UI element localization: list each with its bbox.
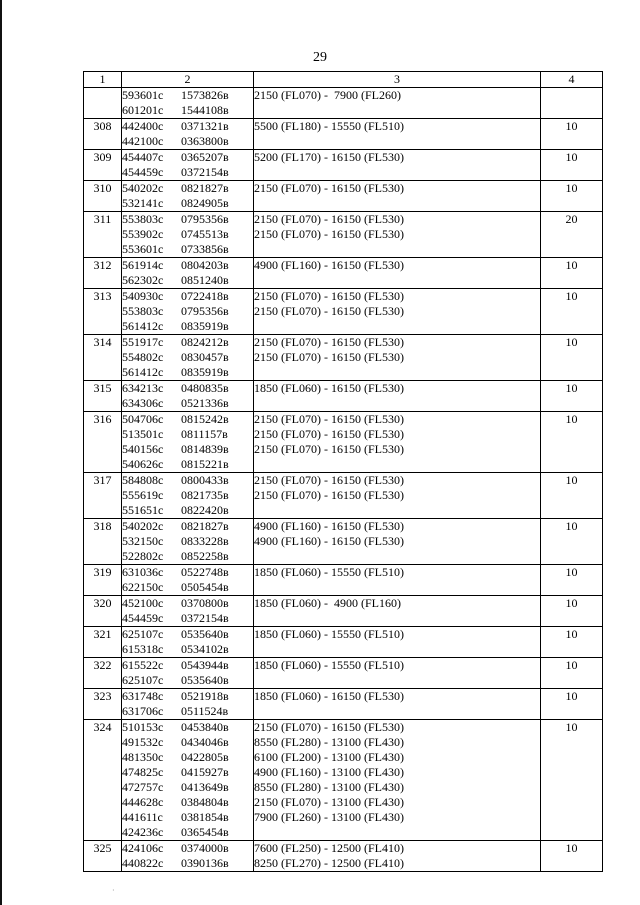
latitude-code: 631706с bbox=[122, 704, 164, 718]
latitude-code: 554802с bbox=[122, 350, 164, 364]
row-number: 314 bbox=[84, 335, 122, 381]
altitude-range-cell bbox=[254, 258, 541, 289]
latitude-code: 634306с bbox=[122, 396, 164, 410]
latitude-code: 625107с bbox=[122, 627, 164, 641]
coordinate-pair bbox=[122, 780, 253, 795]
longitude-code: 0815221в bbox=[181, 457, 229, 471]
coordinate-pair bbox=[122, 457, 253, 472]
longitude-code: 0833228в bbox=[181, 534, 229, 548]
row-number: 325 bbox=[84, 841, 122, 872]
altitude-range: 1850 (FL060) - 15550 (FL510) bbox=[254, 627, 404, 641]
altitude-range-cell bbox=[254, 689, 541, 720]
longitude-code: 0835919в bbox=[181, 365, 229, 379]
coordinates-cell bbox=[122, 473, 254, 519]
coordinate-pair bbox=[122, 473, 253, 488]
coordinates-cell bbox=[122, 519, 254, 565]
coordinate-pair bbox=[122, 289, 253, 304]
longitude-code: 0722418в bbox=[181, 289, 229, 303]
longitude-code: 0365454в bbox=[181, 825, 229, 839]
longitude-code: 0480835в bbox=[181, 381, 229, 395]
coordinate-pair bbox=[122, 396, 253, 411]
altitude-range: 1850 (FL060) - 16150 (FL530) bbox=[254, 381, 404, 395]
table-row bbox=[84, 258, 603, 289]
coordinate-pair bbox=[122, 720, 253, 735]
latitude-code: 553803с bbox=[122, 212, 164, 226]
altitude-range: 2150 (FL070) - 16150 (FL530) bbox=[254, 181, 404, 195]
longitude-code: 0821827в bbox=[181, 181, 229, 195]
longitude-code: 0384804в bbox=[181, 795, 229, 809]
coordinate-pair bbox=[122, 165, 253, 180]
width-value: 10 bbox=[541, 689, 603, 720]
table-row bbox=[84, 381, 603, 412]
coordinates-table bbox=[83, 71, 603, 872]
altitude-range: 2150 (FL070) - 16150 (FL530) bbox=[254, 335, 404, 349]
longitude-code: 0381854в bbox=[181, 810, 229, 824]
table-row bbox=[84, 565, 603, 596]
longitude-code: 1544108в bbox=[181, 103, 229, 117]
coordinate-pair bbox=[122, 242, 253, 257]
coordinate-pair bbox=[122, 488, 253, 503]
width-value: 10 bbox=[541, 335, 603, 381]
longitude-code: 0535640в bbox=[181, 627, 229, 641]
latitude-code: 551917с bbox=[122, 335, 164, 349]
longitude-code: 0371321в bbox=[181, 119, 229, 133]
coordinate-pair bbox=[122, 412, 253, 427]
altitude-range-cell bbox=[254, 841, 541, 872]
longitude-code: 0363800в bbox=[181, 134, 229, 148]
width-value: 10 bbox=[541, 289, 603, 335]
width-value: 20 bbox=[541, 212, 603, 258]
latitude-code: 551651с bbox=[122, 503, 164, 517]
latitude-code: 522802с bbox=[122, 549, 164, 563]
altitude-range-cell bbox=[254, 289, 541, 335]
longitude-code: 0800433в bbox=[181, 473, 229, 487]
latitude-code: 472757с bbox=[122, 780, 164, 794]
coordinate-pair bbox=[122, 196, 253, 211]
longitude-code: 0830457в bbox=[181, 350, 229, 364]
altitude-range: 4900 (FL160) - 16150 (FL530) bbox=[254, 519, 404, 533]
coordinates-cell bbox=[122, 181, 254, 212]
coordinate-pair bbox=[122, 350, 253, 365]
altitude-range: 2150 (FL070) - 16150 (FL530) bbox=[254, 289, 404, 303]
coordinates-cell bbox=[122, 258, 254, 289]
coordinate-pair bbox=[122, 150, 253, 165]
latitude-code: 631748с bbox=[122, 689, 164, 703]
coordinate-pair bbox=[122, 258, 253, 273]
latitude-code: 424236с bbox=[122, 825, 164, 839]
row-number bbox=[84, 88, 122, 119]
longitude-code: 1573826в bbox=[181, 88, 229, 102]
width-value: 10 bbox=[541, 150, 603, 181]
latitude-code: 561412с bbox=[122, 319, 164, 333]
coordinate-pair bbox=[122, 735, 253, 750]
altitude-range: 4900 (FL160) - 16150 (FL530) bbox=[254, 534, 404, 548]
row-number: 321 bbox=[84, 627, 122, 658]
coordinates-cell bbox=[122, 289, 254, 335]
coordinate-pair bbox=[122, 519, 253, 534]
coordinate-pair bbox=[122, 704, 253, 719]
altitude-range-cell bbox=[254, 596, 541, 627]
row-number: 315 bbox=[84, 381, 122, 412]
longitude-code: 0415927в bbox=[181, 765, 229, 779]
coordinate-pair bbox=[122, 841, 253, 856]
latitude-code: 540202с bbox=[122, 181, 164, 195]
latitude-code: 532141с bbox=[122, 196, 164, 210]
altitude-range: 2150 (FL070) - 13100 (FL430) bbox=[254, 795, 404, 809]
table-row bbox=[84, 841, 603, 872]
altitude-range: 2150 (FL070) - 16150 (FL530) bbox=[254, 350, 404, 364]
latitude-code: 424106с bbox=[122, 841, 164, 855]
latitude-code: 540156с bbox=[122, 442, 164, 456]
altitude-range-cell bbox=[254, 381, 541, 412]
latitude-code: 441611с bbox=[122, 810, 163, 824]
latitude-code: 555619с bbox=[122, 488, 164, 502]
coordinate-pair bbox=[122, 658, 253, 673]
width-value: 10 bbox=[541, 627, 603, 658]
latitude-code: 491532с bbox=[122, 735, 164, 749]
coordinate-pair bbox=[122, 304, 253, 319]
table-body bbox=[84, 88, 603, 872]
coordinate-pair bbox=[122, 427, 253, 442]
altitude-range: 2150 (FL070) - 16150 (FL530) bbox=[254, 227, 404, 241]
longitude-code: 0413649в bbox=[181, 780, 229, 794]
coordinate-pair bbox=[122, 227, 253, 242]
longitude-code: 0795356в bbox=[181, 304, 229, 318]
width-value: 10 bbox=[541, 720, 603, 841]
table-row bbox=[84, 335, 603, 381]
latitude-code: 540202с bbox=[122, 519, 164, 533]
latitude-code: 562302с bbox=[122, 273, 164, 287]
latitude-code: 561914с bbox=[122, 258, 164, 272]
coordinates-cell bbox=[122, 150, 254, 181]
altitude-range: 8550 (FL280) - 13100 (FL430) bbox=[254, 735, 404, 749]
altitude-range: 2150 (FL070) - 16150 (FL530) bbox=[254, 488, 404, 502]
coordinates-cell bbox=[122, 596, 254, 627]
longitude-code: 0822420в bbox=[181, 503, 229, 517]
coordinates-cell bbox=[122, 381, 254, 412]
coordinate-pair bbox=[122, 503, 253, 518]
coordinate-pair bbox=[122, 580, 253, 595]
row-number: 317 bbox=[84, 473, 122, 519]
altitude-range-cell bbox=[254, 412, 541, 473]
altitude-range: 7600 (FL250) - 12500 (FL410) bbox=[254, 841, 404, 855]
latitude-code: 631036с bbox=[122, 565, 164, 579]
width-value: 10 bbox=[541, 181, 603, 212]
coordinate-pair bbox=[122, 365, 253, 380]
altitude-range-cell bbox=[254, 181, 541, 212]
altitude-range-cell bbox=[254, 212, 541, 258]
table-row bbox=[84, 720, 603, 841]
coordinate-pair bbox=[122, 565, 253, 580]
latitude-code: 540626с bbox=[122, 457, 164, 471]
width-value: 10 bbox=[541, 841, 603, 872]
longitude-code: 0733856в bbox=[181, 242, 229, 256]
longitude-code: 0370800в bbox=[181, 596, 229, 610]
column-header-3: 3 bbox=[254, 72, 541, 88]
latitude-code: 444628с bbox=[122, 795, 164, 809]
coordinate-pair bbox=[122, 88, 253, 103]
latitude-code: 452100с bbox=[122, 596, 164, 610]
latitude-code: 442100с bbox=[122, 134, 164, 148]
table-row bbox=[84, 596, 603, 627]
longitude-code: 0372154в bbox=[181, 165, 229, 179]
coordinate-pair bbox=[122, 181, 253, 196]
latitude-code: 513501с bbox=[122, 427, 164, 441]
width-value: 10 bbox=[541, 565, 603, 596]
latitude-code: 584808с bbox=[122, 473, 164, 487]
altitude-range-cell bbox=[254, 565, 541, 596]
longitude-code: 0521918в bbox=[181, 689, 229, 703]
table-row bbox=[84, 412, 603, 473]
altitude-range: 2150 (FL070) - 7900 (FL260) bbox=[254, 88, 401, 102]
altitude-range: 2150 (FL070) - 16150 (FL530) bbox=[254, 212, 404, 226]
longitude-code: 0814839в bbox=[181, 442, 229, 456]
coordinate-pair bbox=[122, 134, 253, 149]
longitude-code: 0745513в bbox=[181, 227, 229, 241]
coordinate-pair bbox=[122, 627, 253, 642]
longitude-code: 0811157в bbox=[181, 427, 228, 441]
coordinates-cell bbox=[122, 212, 254, 258]
latitude-code: 561412с bbox=[122, 365, 164, 379]
coordinates-cell bbox=[122, 841, 254, 872]
longitude-code: 0505454в bbox=[181, 580, 229, 594]
width-value: 10 bbox=[541, 412, 603, 473]
longitude-code: 0511524в bbox=[181, 704, 229, 718]
row-number: 312 bbox=[84, 258, 122, 289]
altitude-range: 1850 (FL060) - 4900 (FL160) bbox=[254, 596, 401, 610]
longitude-code: 0522748в bbox=[181, 565, 229, 579]
altitude-range: 5500 (FL180) - 15550 (FL510) bbox=[254, 119, 404, 133]
page-number: 29 bbox=[313, 50, 327, 65]
coordinates-cell bbox=[122, 335, 254, 381]
latitude-code: 540930с bbox=[122, 289, 164, 303]
row-number: 311 bbox=[84, 212, 122, 258]
longitude-code: 0852258в bbox=[181, 549, 229, 563]
latitude-code: 504706с bbox=[122, 412, 164, 426]
table-row bbox=[84, 212, 603, 258]
longitude-code: 0543944в bbox=[181, 658, 229, 672]
longitude-code: 0372154в bbox=[181, 611, 229, 625]
coordinate-pair bbox=[122, 381, 253, 396]
altitude-range-cell bbox=[254, 519, 541, 565]
row-number: 316 bbox=[84, 412, 122, 473]
table-row bbox=[84, 627, 603, 658]
coordinates-cell bbox=[122, 689, 254, 720]
coordinate-pair bbox=[122, 611, 253, 626]
longitude-code: 0365207в bbox=[181, 150, 229, 164]
footer-mark: · bbox=[112, 886, 115, 895]
altitude-range-cell bbox=[254, 720, 541, 841]
altitude-range: 6100 (FL200) - 13100 (FL430) bbox=[254, 750, 404, 764]
altitude-range-cell bbox=[254, 335, 541, 381]
latitude-code: 593601с bbox=[122, 88, 164, 102]
latitude-code: 625107с bbox=[122, 673, 164, 687]
coordinates-cell bbox=[122, 412, 254, 473]
longitude-code: 0535640в bbox=[181, 673, 229, 687]
altitude-range: 2150 (FL070) - 16150 (FL530) bbox=[254, 304, 404, 318]
altitude-range: 2150 (FL070) - 16150 (FL530) bbox=[254, 442, 404, 456]
latitude-code: 481350с bbox=[122, 750, 164, 764]
altitude-range: 5200 (FL170) - 16150 (FL530) bbox=[254, 150, 404, 164]
coordinate-pair bbox=[122, 810, 253, 825]
coordinate-pair bbox=[122, 319, 253, 334]
altitude-range: 2150 (FL070) - 16150 (FL530) bbox=[254, 412, 404, 426]
coordinate-pair bbox=[122, 825, 253, 840]
table-row bbox=[84, 150, 603, 181]
table-row bbox=[84, 119, 603, 150]
row-number: 324 bbox=[84, 720, 122, 841]
coordinate-pair bbox=[122, 856, 253, 871]
coordinate-pair bbox=[122, 596, 253, 611]
width-value: 10 bbox=[541, 258, 603, 289]
altitude-range: 4900 (FL160) - 13100 (FL430) bbox=[254, 765, 404, 779]
table-row bbox=[84, 88, 603, 119]
row-number: 313 bbox=[84, 289, 122, 335]
longitude-code: 0521336в bbox=[181, 396, 229, 410]
longitude-code: 0804203в bbox=[181, 258, 229, 272]
column-header-1: 1 bbox=[84, 72, 122, 88]
width-value: 10 bbox=[541, 596, 603, 627]
latitude-code: 454459с bbox=[122, 611, 164, 625]
coordinates-cell bbox=[122, 658, 254, 689]
coordinate-pair bbox=[122, 534, 253, 549]
longitude-code: 0824905в bbox=[181, 196, 229, 210]
coordinates-cell bbox=[122, 627, 254, 658]
altitude-range: 2150 (FL070) - 16150 (FL530) bbox=[254, 720, 404, 734]
table-row bbox=[84, 473, 603, 519]
altitude-range: 2150 (FL070) - 16150 (FL530) bbox=[254, 427, 404, 441]
latitude-code: 454459с bbox=[122, 165, 164, 179]
coordinate-pair bbox=[122, 442, 253, 457]
altitude-range-cell bbox=[254, 658, 541, 689]
coordinates-cell bbox=[122, 565, 254, 596]
coordinate-pair bbox=[122, 335, 253, 350]
column-header-2: 2 bbox=[122, 72, 254, 88]
row-number: 322 bbox=[84, 658, 122, 689]
latitude-code: 553803с bbox=[122, 304, 164, 318]
latitude-code: 622150с bbox=[122, 580, 164, 594]
left-margin-rule bbox=[0, 0, 2, 905]
altitude-range: 7900 (FL260) - 13100 (FL430) bbox=[254, 810, 404, 824]
table-header-row bbox=[84, 72, 603, 88]
latitude-code: 615522с bbox=[122, 658, 164, 672]
altitude-range-cell bbox=[254, 150, 541, 181]
latitude-code: 442400с bbox=[122, 119, 164, 133]
latitude-code: 440822с bbox=[122, 856, 164, 870]
latitude-code: 510153с bbox=[122, 720, 164, 734]
width-value: 10 bbox=[541, 381, 603, 412]
longitude-code: 0422805в bbox=[181, 750, 229, 764]
table-row bbox=[84, 689, 603, 720]
table-row bbox=[84, 519, 603, 565]
longitude-code: 0534102в bbox=[181, 642, 229, 656]
coordinate-pair bbox=[122, 119, 253, 134]
row-number: 319 bbox=[84, 565, 122, 596]
latitude-code: 553601с bbox=[122, 242, 164, 256]
coordinate-pair bbox=[122, 642, 253, 657]
longitude-code: 0374000в bbox=[181, 841, 229, 855]
coordinate-pair bbox=[122, 273, 253, 288]
table-row bbox=[84, 658, 603, 689]
row-number: 308 bbox=[84, 119, 122, 150]
altitude-range: 2150 (FL070) - 16150 (FL530) bbox=[254, 473, 404, 487]
width-value: 10 bbox=[541, 519, 603, 565]
latitude-code: 553902с bbox=[122, 227, 164, 241]
latitude-code: 634213с bbox=[122, 381, 164, 395]
altitude-range: 1850 (FL060) - 15550 (FL510) bbox=[254, 565, 404, 579]
table-row bbox=[84, 181, 603, 212]
coordinates-cell bbox=[122, 119, 254, 150]
longitude-code: 0815242в bbox=[181, 412, 229, 426]
coordinate-pair bbox=[122, 673, 253, 688]
latitude-code: 601201с bbox=[122, 103, 164, 117]
longitude-code: 0453840в bbox=[181, 720, 229, 734]
coordinate-pair bbox=[122, 795, 253, 810]
longitude-code: 0390136в bbox=[181, 856, 229, 870]
coordinate-pair bbox=[122, 212, 253, 227]
width-value: 10 bbox=[541, 119, 603, 150]
altitude-range-cell bbox=[254, 88, 541, 119]
row-number: 309 bbox=[84, 150, 122, 181]
altitude-range: 1850 (FL060) - 16150 (FL530) bbox=[254, 689, 404, 703]
latitude-code: 454407с bbox=[122, 150, 164, 164]
altitude-range-cell bbox=[254, 473, 541, 519]
longitude-code: 0434046в bbox=[181, 735, 229, 749]
latitude-code: 615318с bbox=[122, 642, 164, 656]
longitude-code: 0835919в bbox=[181, 319, 229, 333]
width-value: 10 bbox=[541, 473, 603, 519]
row-number: 323 bbox=[84, 689, 122, 720]
longitude-code: 0821735в bbox=[181, 488, 229, 502]
altitude-range: 8550 (FL280) - 13100 (FL430) bbox=[254, 780, 404, 794]
coordinate-pair bbox=[122, 765, 253, 780]
longitude-code: 0824212в bbox=[181, 335, 229, 349]
longitude-code: 0851240в bbox=[181, 273, 229, 287]
width-value: 10 bbox=[541, 658, 603, 689]
coordinate-pair bbox=[122, 689, 253, 704]
altitude-range: 8250 (FL270) - 12500 (FL410) bbox=[254, 856, 404, 870]
column-header-4: 4 bbox=[541, 72, 603, 88]
row-number: 318 bbox=[84, 519, 122, 565]
coordinate-pair bbox=[122, 750, 253, 765]
latitude-code: 474825с bbox=[122, 765, 164, 779]
row-number: 310 bbox=[84, 181, 122, 212]
longitude-code: 0821827в bbox=[181, 519, 229, 533]
row-number: 320 bbox=[84, 596, 122, 627]
altitude-range: 4900 (FL160) - 16150 (FL530) bbox=[254, 258, 404, 272]
coordinates-cell bbox=[122, 720, 254, 841]
coordinate-pair bbox=[122, 103, 253, 118]
longitude-code: 0795356в bbox=[181, 212, 229, 226]
coordinates-cell bbox=[122, 88, 254, 119]
latitude-code: 532150с bbox=[122, 534, 164, 548]
altitude-range: 1850 (FL060) - 15550 (FL510) bbox=[254, 658, 404, 672]
table-row bbox=[84, 289, 603, 335]
altitude-range-cell bbox=[254, 627, 541, 658]
coordinate-pair bbox=[122, 549, 253, 564]
altitude-range-cell bbox=[254, 119, 541, 150]
width-value bbox=[541, 88, 603, 119]
